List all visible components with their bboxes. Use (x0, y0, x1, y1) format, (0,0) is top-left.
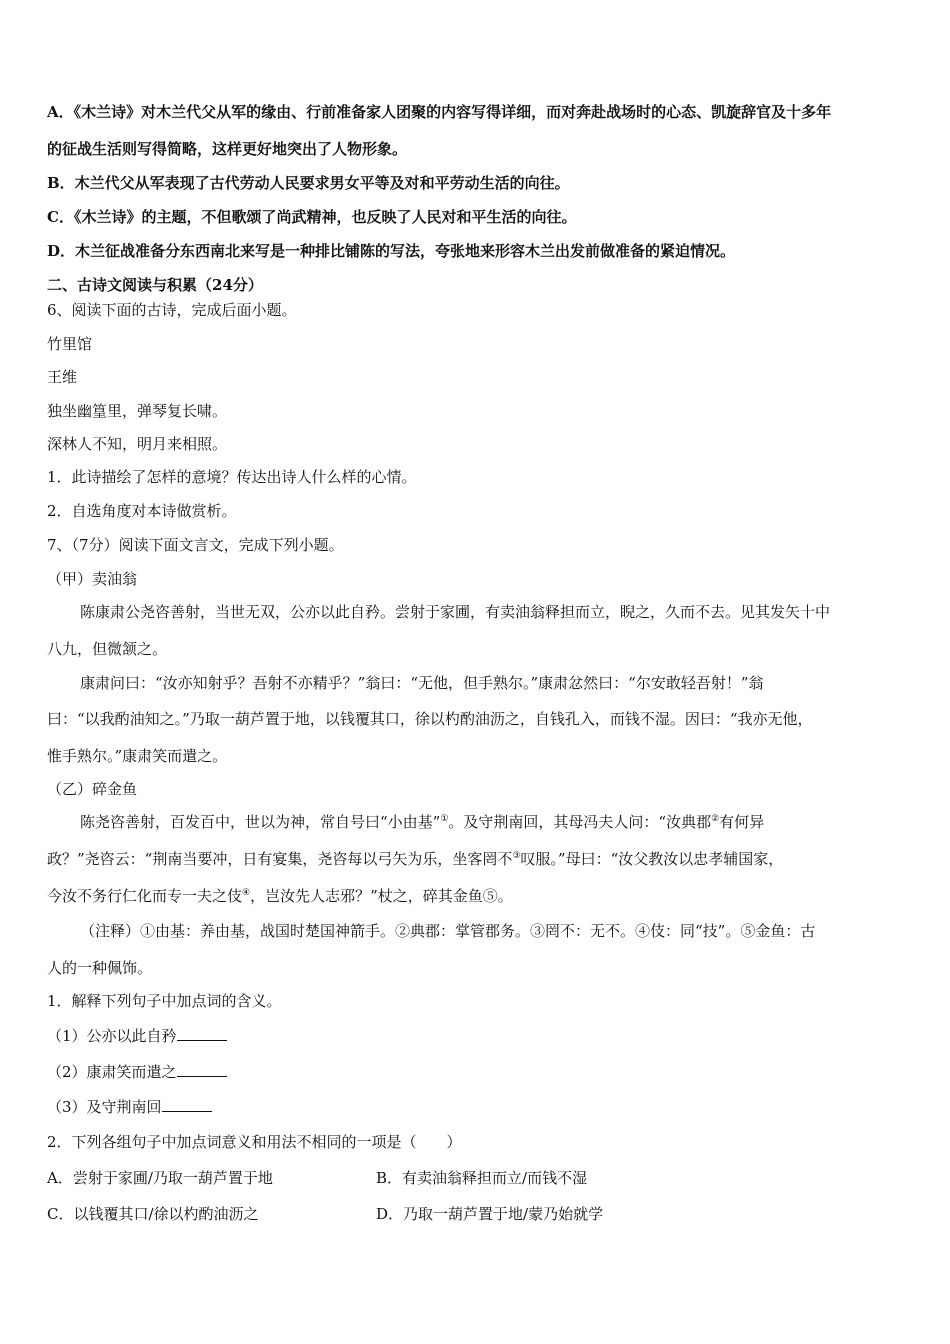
choice-d: D．乃取一葫芦置于地/蒙乃始就学 (376, 1205, 604, 1223)
jia-text: 康肃问曰：“汝亦知射乎？吾射不亦精乎？”翁曰：“无他，但手熟尔。”康肃忿然曰：“尔安敢轻吾射！”翁 (80, 674, 764, 692)
jia-text: 曰：“以我酌油知之。”乃取一葫芦置于地，以钱覆其口，徐以杓酌油沥之，自钱孔入，而钱不湿。因曰：“我亦无他， (47, 710, 813, 728)
poem-author: 王维 (47, 368, 78, 386)
yi-text: 政？”尧咨云：“荆南当要冲，日有宴集，尧咨每以弓矢为乐，坐客罔不③叹服。”母曰：“汝父教汝以忠孝辅国家， (47, 850, 784, 868)
poem-line: 深林人不知，明月来相照。 (47, 435, 228, 453)
q7-sub1-item: （2）康肃笑而遣之 (47, 1062, 916, 1082)
annotation: （注释）①由基：养由基，战国时楚国神箭手。②典郡：掌管郡务。③罔不：无不。④伎：同“技”。⑤金鱼：古 (80, 922, 816, 940)
q7-sub1-item: （1）公亦以此自矜 (47, 1026, 916, 1046)
option-a-line1: A．《木兰诗》对木兰代父从军的缘由、行前准备家人团聚的内容写得详细，而对奔赴战场时的心态、凯旋辞官及十多年 (47, 103, 832, 121)
q6-sub2: 2．自选角度对本诗做赏析。 (47, 502, 237, 520)
jia-text: 陈康肃公尧咨善射，当世无双，公亦以此自矜。尝射于家圃，有卖油翁释担而立，睨之，久而不去。见其发矢十中 (80, 603, 831, 621)
jia-text: 惟手熟尔。”康肃笑而遣之。 (47, 747, 228, 765)
option-c: C．《木兰诗》的主题，不但歌颂了尚武精神，也反映了人民对和平生活的向往。 (47, 208, 577, 226)
yi-text: 今汝不务行仁化而专一夫之伎④，岂汝先人志邪？”杖之，碎其金鱼⑤。 (47, 887, 513, 905)
jia-text: 八九，但微颔之。 (47, 640, 168, 658)
answer-blank[interactable] (177, 1026, 227, 1041)
option-b: B．木兰代父从军表现了古代劳动人民要求男女平等及对和平劳动生活的向往。 (47, 174, 570, 192)
answer-blank[interactable] (162, 1097, 212, 1112)
choice-b: B．有卖油翁释担而立/而钱不湿 (376, 1169, 588, 1187)
section-title: 二、古诗文阅读与积累（24分） (47, 276, 263, 294)
yi-text: 陈尧咨善射，百发百中，世以为神，常自号曰“小由基”①。及守荆南回，其母冯夫人问：“汝典郡②有何异 (80, 813, 765, 831)
answer-blank[interactable] (177, 1062, 227, 1077)
yi-title: （乙）碎金鱼 (47, 780, 138, 798)
poem-title: 竹里馆 (47, 335, 93, 353)
q6-stem: 6、阅读下面的古诗，完成后面小题。 (47, 301, 297, 319)
q7-sub1-item: （3）及守荆南回 (47, 1097, 916, 1117)
option-a-line2: 的征战生活则写得简略，这样更好地突出了人物形象。 (47, 140, 408, 158)
q7-sub1: 1．解释下列句子中加点词的含义。 (47, 992, 282, 1010)
q7-sub2: 2．下列各组句子中加点词意义和用法不相同的一项是（ ） (47, 1133, 462, 1151)
choice-c: C．以钱覆其口/徐以杓酌油沥之 (47, 1205, 259, 1223)
option-d: D．木兰征战准备分东西南北来写是一种排比铺陈的写法，夸张地来形容木兰出发前做准备的紧迫情况。 (47, 242, 736, 260)
q6-sub1: 1．此诗描绘了怎样的意境？传达出诗人什么样的心情。 (47, 468, 417, 486)
q7-stem: 7、（7分）阅读下面文言文，完成下列小题。 (47, 536, 344, 554)
jia-title: （甲）卖油翁 (47, 570, 138, 588)
choice-a: A．尝射于家圃/乃取一葫芦置于地 (47, 1169, 273, 1187)
annotation: 人的一种佩饰。 (47, 959, 153, 977)
poem-line: 独坐幽篁里，弹琴复长啸。 (47, 402, 228, 420)
